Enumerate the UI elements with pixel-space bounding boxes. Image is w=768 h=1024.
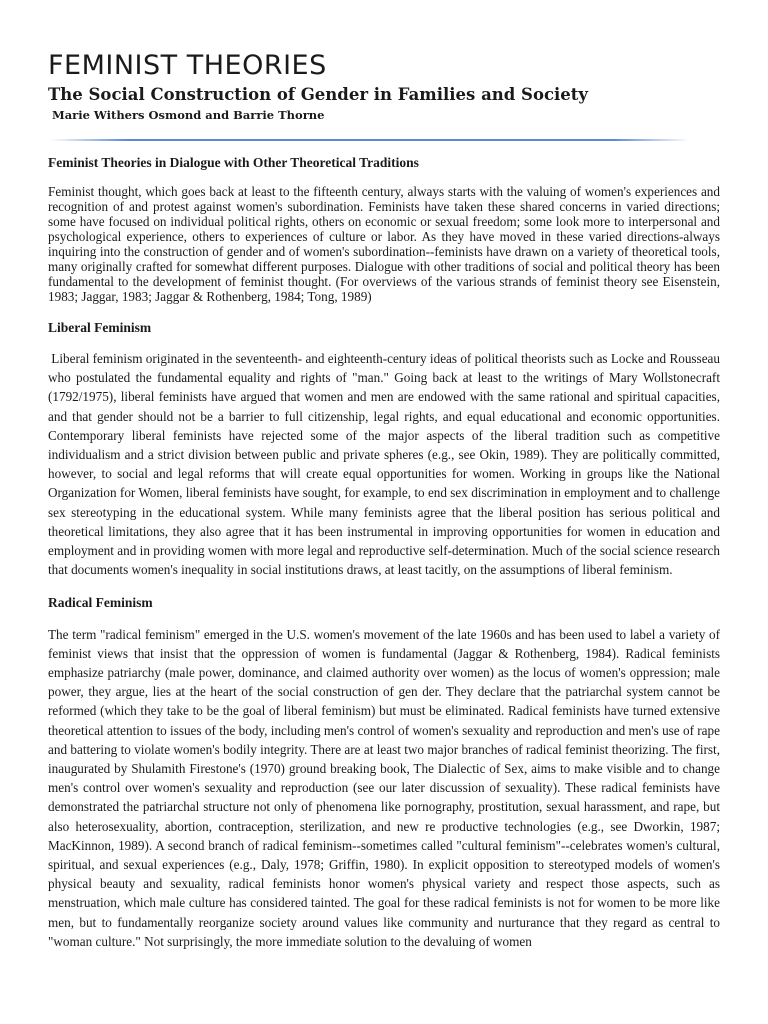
document-title: FEMINIST THEORIES — [48, 50, 327, 81]
section-heading-liberal-feminism: Liberal Feminism — [48, 319, 152, 335]
document-subtitle: The Social Construction of Gender in Families and Society — [48, 85, 588, 104]
section-paragraph-liberal-feminism: Liberal feminism originated in the seventeenth- and eighteenth-century ideas of political theorists such as Locke and Rousseau who postulated the fundamental equality and rights of "man." Going back at least to the writings of Mary Wollstonecraft (1792/1975), liberal feminists have argued that women and men are endowed with the same rational and spiritual capacities, and that gender should not be a barrier to full citizenship, legal rights, and equal educational and economic opportunities. Contemporary liberal feminists have rejected some of the major aspects of the liberal tradition such as competitive individualism and a strict division between public and private spheres (e.g., see Okin, 1989). They are politically committed, however, to social and legal reforms that will create equal opportunities for women. Working in groups like the National Organization for Women, liberal feminists have sought, for example, to end sex discrimination in employment and to challenge sex stereotyping in the educational system. While many feminists agree that the liberal position has serious political and theoretical limitations, they also agree that it has been instrumental in improving opportunities for women in education and employment and in providing women with more legal and reproductive self-determination. Much of the social science research that documents women's inequality in social institutions draws, at least tacitly, on the assumptions of liberal feminism. — [48, 350, 724, 578]
section-heading-dialogue: Feminist Theories in Dialogue with Other Theoretical Traditions — [48, 154, 419, 170]
section-heading-radical-feminism: Radical Feminism — [48, 595, 153, 611]
section-paragraph-dialogue: Feminist thought, which goes back at least to the fifteenth century, always starts with the valuing of women's experiences and recognition of and protest against women's subordination. Feminists have taken these shared concerns in varied directions; some have focused on individual political rights, others on economic or sexual freedom; some look more to interpersonal and psychological experience, others to experiences of culture or labor. As they have moved in these varied directions-always inquiring into the construction of gender and of women's subordination--feminists have drawn on a variety of theoretical tools, many originally crafted for somewhat different purposes. Dialogue with other traditions of social and political theory has been fundamental to the development of feminist thought. (For overviews of the various strands of feminist theory see Eisenstein, 1983; Jaggar, 1983; Jaggar & Rothenberg, 1984; Tong, 1989) — [48, 183, 720, 304]
section-paragraph-radical-feminism: The term "radical feminism" emerged in the U.S. women's movement of the late 1960s and has been used to label a variety of feminist views that insist that the oppression of women is fundamental (Jaggar & Rothenberg, 1984). Radical feminists emphasize patriarchy (male power, dominance, and claimed authority over women) as the locus of women's oppression; male power, they argue, lies at the heart of the social construction of gen der. They declare that the patriarchal system cannot be reformed (which they take to be the goal of liberal feminism) but must be eliminated. Radical feminists have turned extensive theoretical attention to issues of the body, including men's control of women's sexuality and reproduction and men's use of rape and battering to violate women's bodily integrity. There are at least two major branches of radical feminist theorizing. The first, inaugurated by Shulamith Firestone's (1970) ground breaking book, The Dialectic of Sex, aims to make visible and to change men's control over women's sexuality and reproduction (see our later discussion of sexuality). These radical feminists have demonstrated the patriarchal structure not only of phenomena like pornography, prostitution, sexual harassment, and rape, but also heterosexuality, abortion, contraception, sterilization, and new re productive technologies (e.g., see Dworkin, 1987; MacKinnon, 1989). A second branch of radical feminism--sometimes called "cultural feminism"--celebrates women's cultural, spiritual, and sexual experiences (e.g., Daly, 1978; Griffin, 1980). In explicit opposition to stereotyped models of women's physical beauty and sexuality, radical feminists honor women's physical variety and respect those aspects, such as menstruation, which male culture has considered tainted. The goal for these radical feminists is not for women to be more like men, but to fundamentally reorganize society around values like community and nurturance that they regard as central to "woman culture." Not surprisingly, the more immediate solution to the devaluing of women — [48, 626, 720, 949]
title-divider — [50, 139, 690, 141]
document-authors: Marie Withers Osmond and Barrie Thorne — [52, 107, 325, 122]
